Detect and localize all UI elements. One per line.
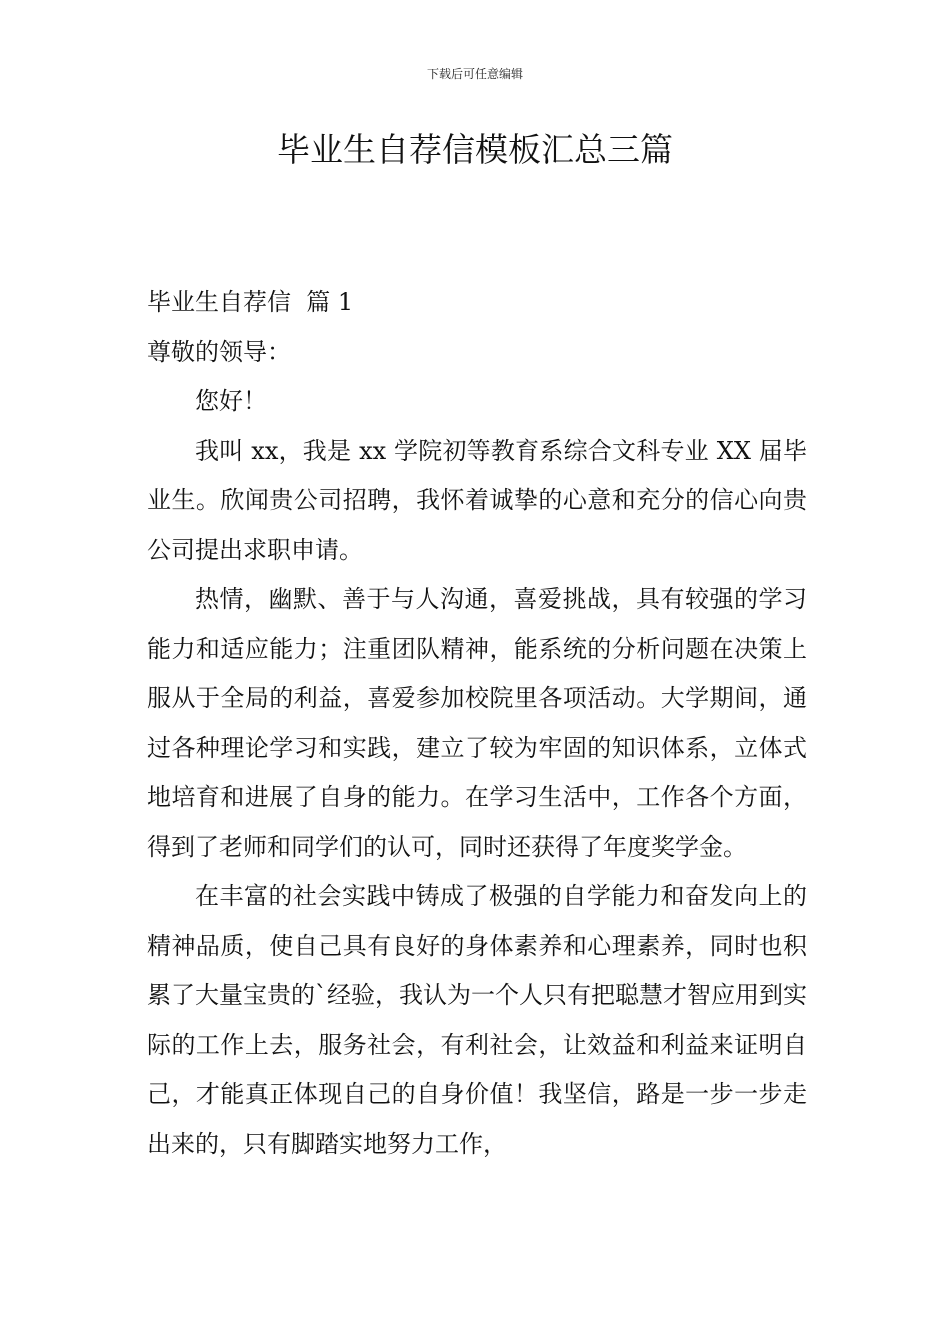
- document-title: 毕业生自荐信模板汇总三篇: [277, 130, 673, 169]
- greeting: 您好！: [195, 387, 267, 415]
- section-heading: 毕业生自荐信 篇 1: [147, 288, 354, 316]
- body-paragraph-2: 热情，幽默、善于与人沟通，喜爱挑战，具有较强的学习能力和适应能力；注重团队精神，能系统的分析问题在决策上服从于全局的利益，喜爱参加校院里各项活动。大学期间，通过各种理论学习和实践，建立了较为牢固的知识体系，立体式地培育和进展了自身的能力。在学习生活中，工作各个方面，得到了老师和同学们的认可，同时还获得了年度奖学金。: [147, 585, 807, 861]
- body-paragraph-3: 在丰富的社会实践中铸成了极强的自学能力和奋发向上的精神品质，使自己具有良好的身体素养和心理素养，同时也积累了大量宝贵的`经验，我认为一个人只有把聪慧才智应用到实际的工作上去，服务社会，有利社会，让效益和利益来证明自己，才能真正体现自己的自身价值！我坚信，路是一步一步走出来的，只有脚踏实地努力工作，: [147, 882, 807, 1158]
- document-body: [147, 278, 807, 1169]
- header-note: 下载后可任意编辑: [426, 67, 523, 81]
- salutation: 尊敬的领导：: [147, 337, 291, 366]
- body-paragraph-1: 我叫 xx，我是 xx 学院初等教育系综合文科专业 XX 届毕业生。欣闻贵公司招聘，我怀着诚挚的心意和充分的信心向贵公司提出求职申请。: [147, 436, 807, 564]
